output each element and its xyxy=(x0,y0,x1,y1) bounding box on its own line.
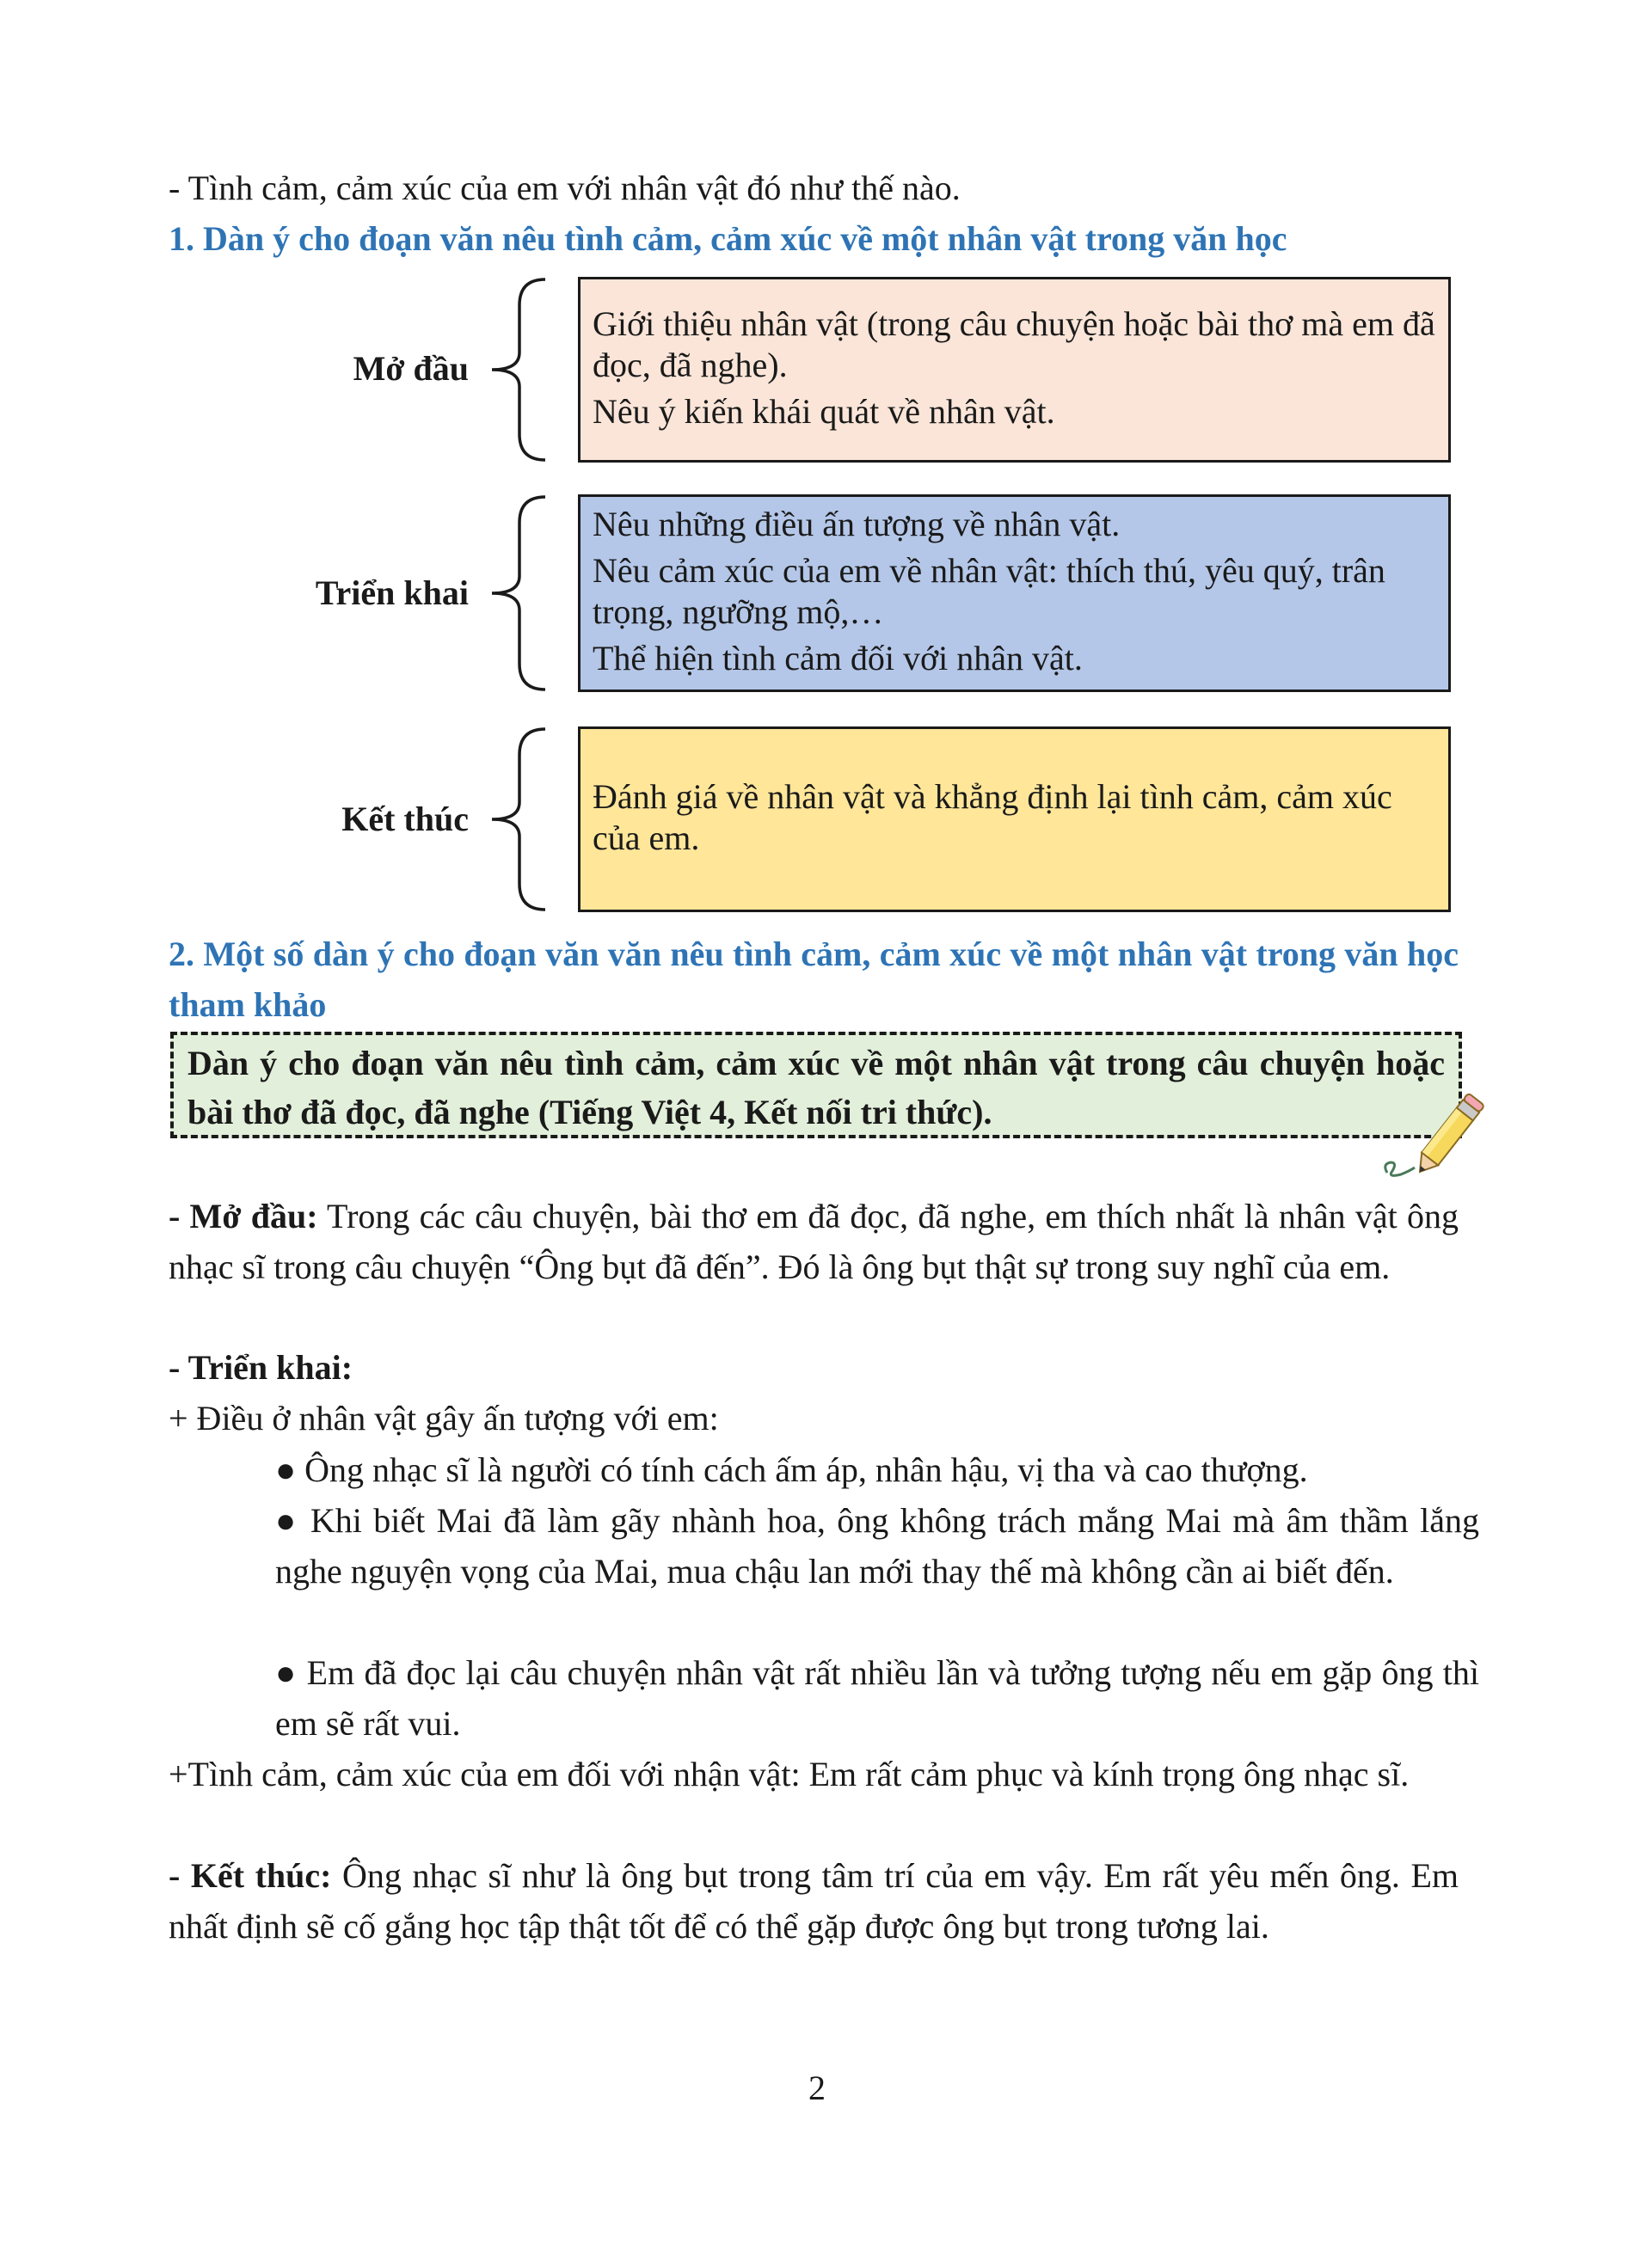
impress-line: + Điều ở nhân vật gây ấn tượng với em: xyxy=(169,1399,719,1437)
brace-icon xyxy=(488,277,554,463)
intro-line: - Tình cảm, cảm xúc của em với nhân vật đó như thế nào. xyxy=(169,169,961,207)
outline-box-trien-khai xyxy=(578,494,1451,692)
outline-box-ket-thuc xyxy=(578,726,1451,912)
ket-thuc-label: - Kết thúc: xyxy=(169,1856,332,1895)
bullet-item: ● Em đã đọc lại câu chuyện nhân vật rất nhiều lần và tưởng tượng nếu em gặp ông thì em sẽ rất vui. xyxy=(275,1653,1479,1743)
box-line: Giới thiệu nhân vật (trong câu chuyện hoặc bài thơ mà em đã đọc, đã nghe). xyxy=(593,304,1435,384)
page-number: 2 xyxy=(808,2069,826,2107)
box-line: Đánh giá về nhân vật và khẳng định lại tình cảm, cảm xúc của em. xyxy=(593,777,1392,857)
bullet-item: ● Ông nhạc sĩ là người có tính cách ấm áp, nhân hậu, vị tha và cao thượng. xyxy=(275,1450,1308,1489)
feeling-paragraph: +Tình cảm, cảm xúc của em đối với nhận vật: Em rất cảm phục và kính trọng ông nhạc sĩ. xyxy=(169,1755,1410,1793)
row-label-trien-khai: Triển khai xyxy=(315,573,469,612)
ket-thuc-text: Ông nhạc sĩ như là ông bụt trong tâm trí của em vậy. Em rất yêu mến ông. Em nhất định sẽ cố gắng học tập thật tốt để có thể gặp được ông bụt trong tương lai. xyxy=(169,1856,1459,1946)
trien-khai-label: - Triển khai: xyxy=(169,1348,353,1387)
bullet-item: ● Khi biết Mai đã làm gãy nhành hoa, ông không trách mắng Mai mà âm thầm lắng nghe nguyện vọng của Mai, mua chậu lan mới thay thế mà không cần ai biết đến. xyxy=(275,1501,1479,1591)
mo-dau-paragraph xyxy=(169,1191,1459,1292)
ket-thuc-paragraph xyxy=(169,1850,1459,1952)
box-line: Nêu cảm xúc của em về nhân vật: thích thú, yêu quý, trân trọng, ngưỡng mộ,… xyxy=(593,551,1385,631)
mo-dau-text: Trong các câu chuyện, bài thơ em đã đọc, đã nghe, em thích nhất là nhân vật ông nhạc sĩ trong câu chuyện “Ông bụt đã đến”. Đó là ông bụt thật sự trong suy nghĩ của em. xyxy=(169,1197,1459,1286)
section1-heading: 1. Dàn ý cho đoạn văn nêu tình cảm, cảm xúc về một nhân vật trong văn học xyxy=(169,219,1287,258)
row-label-ket-thuc: Kết thúc xyxy=(341,800,469,838)
box-line: Nêu ý kiến khái quát về nhân vật. xyxy=(593,392,1055,431)
mo-dau-label: - Mở đầu: xyxy=(169,1197,318,1235)
box-line: Thể hiện tình cảm đối với nhân vật. xyxy=(593,639,1083,677)
outline-box-mo-dau xyxy=(578,277,1451,463)
brace-icon xyxy=(488,726,554,912)
brace-icon xyxy=(488,494,554,692)
boxed-title: Dàn ý cho đoạn văn nêu tình cảm, cảm xúc về một nhân vật trong câu chuyện hoặc bài thơ đã đọc, đã nghe (Tiếng Việt 4, Kết nối tri thức). xyxy=(170,1032,1462,1138)
row-label-mo-dau: Mở đầu xyxy=(353,349,469,388)
box-line: Nêu những điều ấn tượng về nhân vật. xyxy=(593,505,1121,543)
pencil-icon xyxy=(1380,1085,1492,1184)
section2-heading: 2. Một số dàn ý cho đoạn văn văn nêu tình cảm, cảm xúc về một nhân vật trong văn học tham khảo xyxy=(169,935,1459,1024)
